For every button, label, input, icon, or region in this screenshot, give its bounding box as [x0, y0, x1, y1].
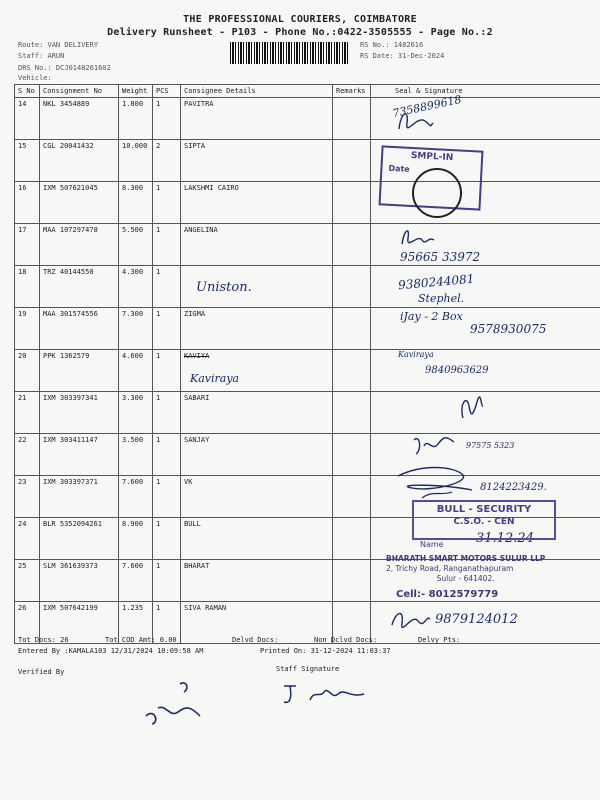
- cell-pcs: 1: [153, 560, 181, 602]
- handwriting-date: 31.12.24: [476, 531, 534, 546]
- handwriting-note: iJay - 2 Box: [400, 310, 463, 323]
- signature-scribble: [388, 605, 433, 633]
- cell-weight: 4.600: [119, 350, 153, 392]
- stamp-cell: Cell:- 8012579779: [396, 589, 499, 600]
- cell-pcs: 1: [153, 434, 181, 476]
- cell-pcs: 1: [153, 182, 181, 224]
- handwriting-phone: 7358899618: [391, 92, 463, 121]
- cell-sno: 19: [15, 308, 40, 350]
- cell-weight: 1.235: [119, 602, 153, 644]
- stamp-line: BHARATH SMART MOTORS SULUR LLP: [386, 554, 546, 563]
- cell-sno: 17: [15, 224, 40, 266]
- verified-by-label: Verified By: [18, 668, 65, 676]
- verifier-signature: [140, 678, 220, 728]
- col-header: S No: [15, 85, 40, 98]
- bull-security-stamp: [412, 500, 556, 540]
- cell-pcs: 1: [153, 224, 181, 266]
- cell-weight: 7.600: [119, 476, 153, 518]
- cell-sno: 15: [15, 140, 40, 182]
- cell-consignee: KAVIYA: [181, 350, 333, 392]
- cell-cno: MAA 107297478: [40, 224, 119, 266]
- staff-signature-label: Staff Signature: [276, 665, 340, 673]
- signature-scribble: [455, 392, 485, 422]
- cell-pcs: 1: [153, 266, 181, 308]
- vehicle-label: Vehicle:: [18, 74, 52, 82]
- cell-remarks: [333, 434, 371, 476]
- drs-number: DRS No.: DCJ0148261602: [18, 64, 111, 72]
- delivery-points: Delvy Pts:: [418, 636, 461, 644]
- cell-consignee: SIPTA: [181, 140, 333, 182]
- barcode-image: [230, 42, 350, 64]
- cell-consignee: VK: [181, 476, 333, 518]
- cell-weight: 8.300: [119, 182, 153, 224]
- cell-cno: IXM 303397371: [40, 476, 119, 518]
- handwriting-phone: 9879124012: [435, 612, 518, 627]
- cell-pcs: 1: [153, 308, 181, 350]
- cell-weight: 3.500: [119, 434, 153, 476]
- cell-sno: 23: [15, 476, 40, 518]
- cell-cno: IXM 507642199: [40, 602, 119, 644]
- cell-sno: 16: [15, 182, 40, 224]
- cell-consignee: SIVA RAMAN: [181, 602, 333, 644]
- table-header-row: [15, 85, 600, 98]
- handwriting-phone: 8124223429.: [480, 482, 547, 493]
- cell-weight: 8.900: [119, 518, 153, 560]
- stamp-title: SMPL-IN: [410, 150, 454, 164]
- signature-scribble: [398, 222, 438, 248]
- cell-consignee: LAKSHMI CAIRO: [181, 182, 333, 224]
- cell-cno: MAA 301574556: [40, 308, 119, 350]
- table-row: [15, 224, 600, 266]
- entered-by: Entered By :KAMALA103 12/31/2024 10:09:58 AM: [18, 647, 204, 655]
- cell-remarks: [333, 308, 371, 350]
- round-seal-icon: [412, 168, 462, 218]
- cell-remarks: [333, 224, 371, 266]
- cell-cno: NKL 3454889: [40, 98, 119, 140]
- table-row: [15, 434, 600, 476]
- cell-weight: 1.800: [119, 98, 153, 140]
- cell-remarks: [333, 140, 371, 182]
- stamp-name-label: Name: [420, 540, 444, 549]
- non-delivered-docs: Non Dclvd Docs:: [314, 636, 378, 644]
- cell-pcs: 2: [153, 140, 181, 182]
- col-header: Consignee Details: [181, 85, 333, 98]
- cell-weight: 3.300: [119, 392, 153, 434]
- rs-number: RS No.: 1482616: [360, 41, 424, 49]
- cell-consignee: BULL: [181, 518, 333, 560]
- col-header: Seal & Signature: [371, 85, 600, 98]
- cell-pcs: 1: [153, 98, 181, 140]
- tot-docs: Tot Docs: 26: [18, 636, 69, 644]
- cell-remarks: [333, 98, 371, 140]
- handwriting-phone: 97575 5323: [466, 441, 515, 450]
- signature-scribble: [410, 432, 460, 460]
- cell-sno: 18: [15, 266, 40, 308]
- col-header: Remarks: [333, 85, 371, 98]
- route-label: Route: VAN DELIVERY: [18, 41, 99, 49]
- staff-label: Staff: ARUN: [18, 52, 65, 60]
- cell-weight: 4.300: [119, 266, 153, 308]
- cell-weight: 7.600: [119, 560, 153, 602]
- table-row: [15, 98, 600, 140]
- stamp-line: Sulur - 641402.: [436, 574, 495, 583]
- cell-remarks: [333, 350, 371, 392]
- cell-cno: BLR 5352094261: [40, 518, 119, 560]
- cell-cno: TRZ 40144550: [40, 266, 119, 308]
- rs-date: RS Date: 31-Dec-2024: [360, 52, 445, 60]
- cell-sno: 26: [15, 602, 40, 644]
- stamp-subtitle: C.S.O. - CEN: [453, 517, 515, 527]
- table-row: [15, 350, 600, 392]
- cell-consignee: ANGELINA: [181, 224, 333, 266]
- cell-sno: 20: [15, 350, 40, 392]
- handwriting-name: Kaviraya: [190, 372, 240, 385]
- cell-sno: 14: [15, 98, 40, 140]
- cell-pcs: 1: [153, 602, 181, 644]
- cell-remarks: [333, 266, 371, 308]
- col-header: PCS: [153, 85, 181, 98]
- printed-on: Printed On: 31-12-2024 11:03:37: [260, 647, 391, 655]
- handwriting-name: Uniston.: [196, 280, 252, 295]
- cell-cno: PPK 1362579: [40, 350, 119, 392]
- cell-remarks: [333, 476, 371, 518]
- handwriting-sign: Kaviraya: [398, 350, 434, 359]
- handwriting-phone: 9578930075: [470, 322, 547, 336]
- stamp-date-label: Date: [388, 163, 410, 174]
- handwriting-sign: Stephel.: [418, 292, 465, 305]
- cell-sno: 22: [15, 434, 40, 476]
- handwriting-phone: 9380244081: [397, 271, 475, 293]
- cell-consignee: SABARI: [181, 392, 333, 434]
- signature-scribble: [395, 105, 435, 135]
- handwriting-phone: 9840963629: [425, 365, 489, 376]
- col-header: Consignment No: [40, 85, 119, 98]
- cell-remarks: [333, 392, 371, 434]
- cell-cno: IXM 303397341: [40, 392, 119, 434]
- stamp-title: BULL - SECURITY: [436, 504, 532, 515]
- cell-pcs: 1: [153, 518, 181, 560]
- cell-pcs: 1: [153, 350, 181, 392]
- cell-cno: CGL 20041432: [40, 140, 119, 182]
- col-header: Weight: [119, 85, 153, 98]
- table-row: [15, 182, 600, 224]
- cell-cno: SLM 361639373: [40, 560, 119, 602]
- tot-cod: Tot COD Amt: 0.00: [105, 636, 177, 644]
- cell-weight: 10.000: [119, 140, 153, 182]
- cell-sno: 25: [15, 560, 40, 602]
- signature-scribble: [392, 462, 482, 502]
- cell-remarks: [333, 518, 371, 560]
- table-row: [15, 266, 600, 308]
- cell-consignee: SANJAY: [181, 434, 333, 476]
- cell-consignee: ZIGMA: [181, 308, 333, 350]
- staff-signature: [280, 680, 370, 710]
- cell-sno: 24: [15, 518, 40, 560]
- bharath-stamp: [386, 554, 545, 600]
- cell-cno: IXM 303411147: [40, 434, 119, 476]
- cell-remarks: [333, 560, 371, 602]
- company-title: THE PROFESSIONAL COURIERS, COIMBATORE: [183, 14, 417, 25]
- cell-consignee: PAVITRA: [181, 98, 333, 140]
- cell-weight: 7.300: [119, 308, 153, 350]
- cell-pcs: 1: [153, 476, 181, 518]
- cell-cno: IXM 507621045: [40, 182, 119, 224]
- cell-consignee: BHARAT: [181, 560, 333, 602]
- stamp-line: 2, Trichy Road, Ranganathapuram: [386, 564, 514, 573]
- cell-remarks: [333, 182, 371, 224]
- cell-seal: [371, 392, 600, 434]
- runsheet-subtitle: Delivery Runsheet - P103 - Phone No.:0422-3505555 - Page No.:2: [107, 27, 493, 38]
- handwriting-phone: 95665 33972: [400, 250, 481, 264]
- cell-weight: 5.500: [119, 224, 153, 266]
- cell-sno: 21: [15, 392, 40, 434]
- table-row: [15, 140, 600, 182]
- cell-pcs: 1: [153, 392, 181, 434]
- table-row: [15, 392, 600, 434]
- delivered-docs: Delvd Docs:: [232, 636, 279, 644]
